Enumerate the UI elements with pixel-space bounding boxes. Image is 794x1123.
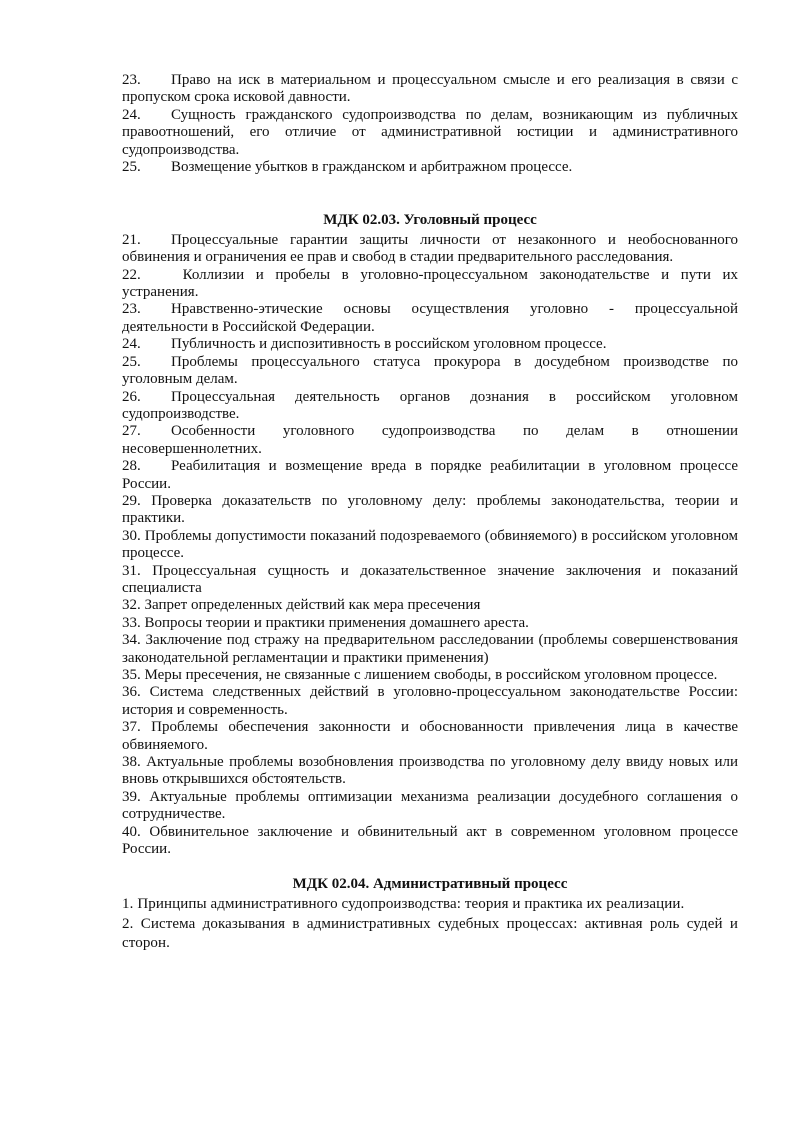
list-item: [122, 159, 738, 176]
item-number: 31.: [122, 562, 141, 579]
list-item: [122, 824, 738, 859]
item-number: 39.: [122, 788, 141, 805]
item-text: Процессуальная деятельность органов дознания в российском уголовном судопроизводстве.: [122, 388, 738, 422]
item-text: Актуальные проблемы возобновления производства по уголовному делу ввиду новых или вновь открывшихся обстоятельств.: [122, 754, 738, 788]
item-number: 32.: [122, 597, 141, 614]
list-item: [122, 563, 738, 598]
item-text: Проблемы процессуального статуса прокурора в досудебном производстве по уголовным делам.: [122, 353, 738, 388]
list-item: [122, 423, 738, 458]
list-item: [122, 72, 738, 107]
item-number: 35.: [122, 667, 141, 683]
item-text: Проблемы обеспечения законности и обоснованности привлечения лица в качестве обвиняемого.: [122, 719, 738, 753]
list-item: [122, 615, 738, 632]
list-item: [122, 684, 738, 719]
item-number: 40.: [122, 823, 141, 840]
list-item: [122, 232, 738, 267]
item-number: 23.: [122, 72, 141, 88]
list-item: [122, 719, 738, 754]
item-text: Сущность гражданского судопроизводства по делам, возникающим из публичных правоотношений, его отличие от административной юстиции и административного судопроизводства.: [122, 106, 738, 158]
item-text: Система следственных действий в уголовно-процессуальном законодательстве России: история и современность.: [122, 684, 738, 718]
item-text: Публичность и диспозитивность в российском уголовном процессе.: [171, 336, 607, 353]
list-item: [122, 107, 738, 159]
item-number: 34.: [122, 632, 141, 649]
item-number: 24.: [122, 336, 141, 353]
section-heading: МДК 02.03. Уголовный процесс: [323, 212, 537, 229]
item-number: 28.: [122, 458, 141, 475]
item-number: 25.: [122, 159, 141, 176]
item-number: 1.: [122, 895, 134, 912]
item-number: 29.: [122, 492, 141, 509]
item-text: Актуальные проблемы оптимизации механизма реализации досудебного соглашения о сотрудничестве.: [122, 788, 738, 823]
section-heading: МДК 02.04. Административный процесс: [292, 876, 568, 893]
item-number: 27.: [122, 423, 141, 440]
item-text: Принципы административного судопроизводства: теория и практика их реализации.: [137, 895, 685, 912]
item-text: Коллизии и пробелы в уголовно-процессуальном законодательстве и пути их устранения.: [122, 266, 738, 301]
list-item: [122, 389, 738, 424]
item-number: 23.: [122, 301, 141, 318]
item-text: Вопросы теории и практики применения домашнего ареста.: [144, 614, 529, 631]
item-number: 36.: [122, 684, 141, 701]
list-item: [122, 915, 738, 953]
criminal-process-list: [122, 232, 738, 859]
item-text: Право на иск в материальном и процессуальном смысле и его реализация в связи с пропуском срока исковой давности.: [122, 72, 738, 106]
list-item: [122, 354, 738, 389]
item-number: 21.: [122, 231, 141, 248]
list-item: [122, 528, 738, 563]
item-number: 26.: [122, 388, 141, 405]
item-text: Запрет определенных действий как мера пресечения: [144, 597, 481, 614]
top-list: [122, 72, 738, 176]
list-item: [122, 267, 738, 302]
administrative-process-list: [122, 895, 738, 953]
item-text: Особенности уголовного судопроизводства по делам в отношении несовершеннолетних.: [122, 423, 738, 457]
list-item: [122, 667, 738, 684]
item-number: 33.: [122, 614, 141, 631]
item-text: Процессуальные гарантии защиты личности от незаконного и необоснованного обвинения и ограничения ее прав и свобод в стадии предварительного расследования.: [122, 231, 738, 266]
item-number: 37.: [122, 719, 141, 736]
item-number: 30.: [122, 527, 141, 544]
item-text: Нравственно-этические основы осуществления уголовно - процессуальной деятельности в Российской Федерации.: [122, 301, 738, 335]
list-item: [122, 632, 738, 667]
list-item: [122, 895, 738, 914]
item-number: 22.: [122, 266, 141, 283]
list-item: [122, 789, 738, 824]
list-item: [122, 301, 738, 336]
list-item: [122, 336, 738, 353]
item-text: Возмещение убытков в гражданском и арбитражном процессе.: [171, 159, 573, 176]
item-number: 38.: [122, 754, 141, 771]
item-text: Проверка доказательств по уголовному делу: проблемы законодательства, теории и практики.: [122, 492, 738, 527]
item-text: Заключение под стражу на предварительном расследовании (проблемы совершенствования законодательной регламентации и практики применения): [122, 632, 738, 666]
item-text: Обвинительное заключение и обвинительный акт в современном уголовном процессе России.: [122, 823, 738, 858]
item-text: Меры пресечения, не связанные с лишением свободы, в российском уголовном процессе.: [144, 667, 718, 683]
item-text: Реабилитация и возмещение вреда в порядке реабилитации в уголовном процессе России.: [122, 458, 738, 492]
list-item: [122, 597, 738, 614]
item-text: Система доказывания в административных судебных процессах: активная роль судей и сторон.: [122, 915, 738, 951]
item-text: Проблемы допустимости показаний подозреваемого (обвиняемого) в российском уголовном процессе.: [122, 527, 738, 562]
list-item: [122, 754, 738, 789]
list-item: [122, 458, 738, 493]
item-number: 24.: [122, 106, 141, 123]
item-text: Процессуальная сущность и доказательственное значение заключения и показаний специалиста: [122, 562, 739, 596]
list-item: [122, 493, 738, 528]
document-page: [122, 72, 738, 954]
item-number: 25.: [122, 353, 141, 370]
item-number: 2.: [122, 915, 134, 932]
